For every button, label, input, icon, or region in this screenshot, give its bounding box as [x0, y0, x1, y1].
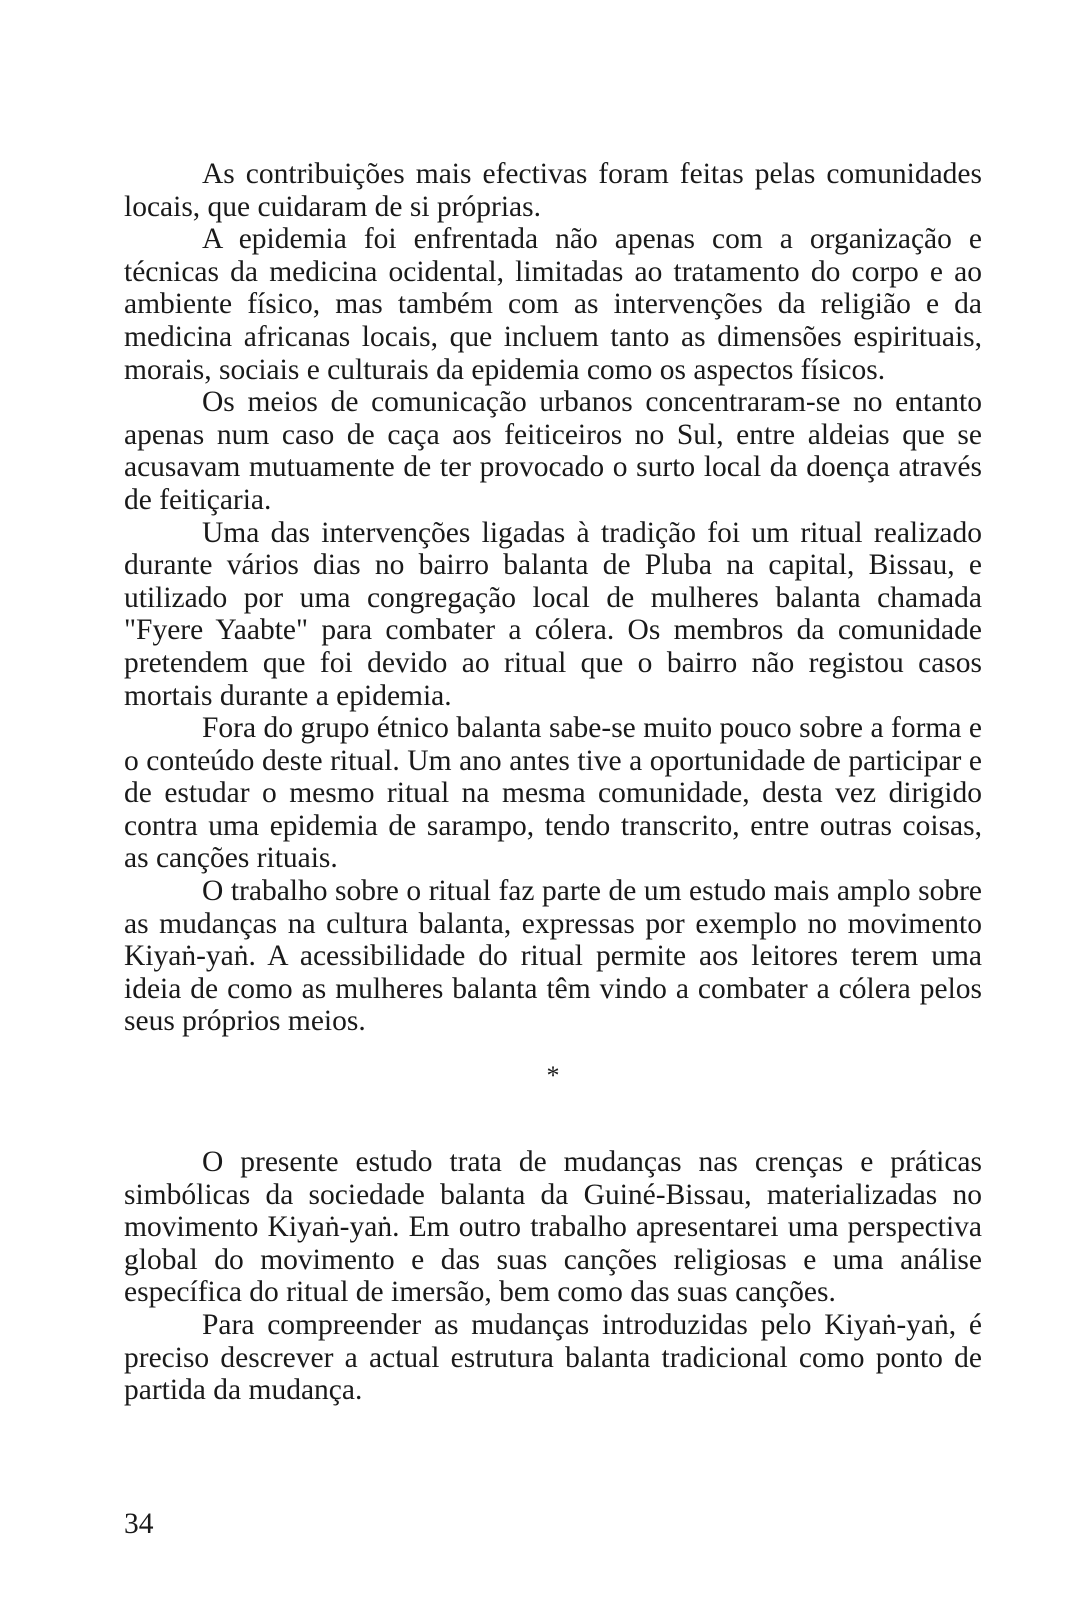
paragraph-epidemic-response: A epidemia foi enfrentada não apenas com a organização e técnicas da medicina ocidental, limitadas ao tratamento do corpo e ao ambiente físico, mas também com as intervenções da religião e da medicina africanas locais, que incluem tanto as dimensões espirituais, morais, sociais e culturais da epidemia como os aspectos físicos.: [124, 223, 982, 386]
paragraph-media-coverage: Os meios de comunicação urbanos concentraram-se no entanto apenas num caso de caça aos feiticeiros no Sul, entre aldeias que se acusavam mutuamente de ter provocado o surto local da doença através de feitiçaria.: [124, 386, 982, 516]
paragraph-ritual-content: Fora do grupo étnico balanta sabe-se muito pouco sobre a forma e o conteúdo deste ritual. Um ano antes tive a oportunidade de participar e de estudar o mesmo ritual na mesma comunidade, desta vez dirigido contra uma epidemia de sarampo, tendo transcrito, entre outras coisas, as canções rituais.: [124, 712, 982, 875]
page-body: [124, 158, 982, 1407]
page-number: 34: [124, 1508, 154, 1540]
section-b: [124, 1146, 982, 1407]
paragraph-understanding-changes: Para compreender as mudanças introduzidas pelo Kiyaṅ-yaṅ, é preciso descrever a actual estrutura balanta tradicional como ponto de partida da mudança.: [124, 1309, 982, 1407]
paragraph-contributions: As contribuições mais efectivas foram feitas pelas comunidades locais, que cuidaram de si próprias.: [124, 158, 982, 223]
paragraph-ritual-pluba: Uma das intervenções ligadas à tradição foi um ritual realizado durante vários dias no bairro balanta de Pluba na capital, Bissau, e utilizado por uma congregação local de mulheres balanta chamada "Fyere Yaabte" para combater a cólera. Os membros da comunidade pretendem que foi devido ao ritual que o bairro não registou casos mortais durante a epidemia.: [124, 516, 982, 712]
section-a: [124, 158, 982, 1038]
paragraph-present-study: O presente estudo trata de mudanças nas crenças e práticas simbólicas da sociedade balanta da Guiné-Bissau, materializadas no movimento Kiyaṅ-yaṅ. Em outro trabalho apresentarei uma perspectiva global do movimento e das suas canções religiosas e uma análise específica do ritual de imersão, bem como das suas canções.: [124, 1146, 982, 1309]
paragraph-study-scope: O trabalho sobre o ritual faz parte de um estudo mais amplo sobre as mudanças na cultura balanta, expressas por exemplo no movimento Kiyaṅ-yaṅ. A acessibilidade do ritual permite aos leitores terem uma ideia de como as mulheres balanta têm vindo a combater a cólera pelos seus próprios meios.: [124, 875, 982, 1038]
section-separator: *: [546, 1061, 560, 1091]
